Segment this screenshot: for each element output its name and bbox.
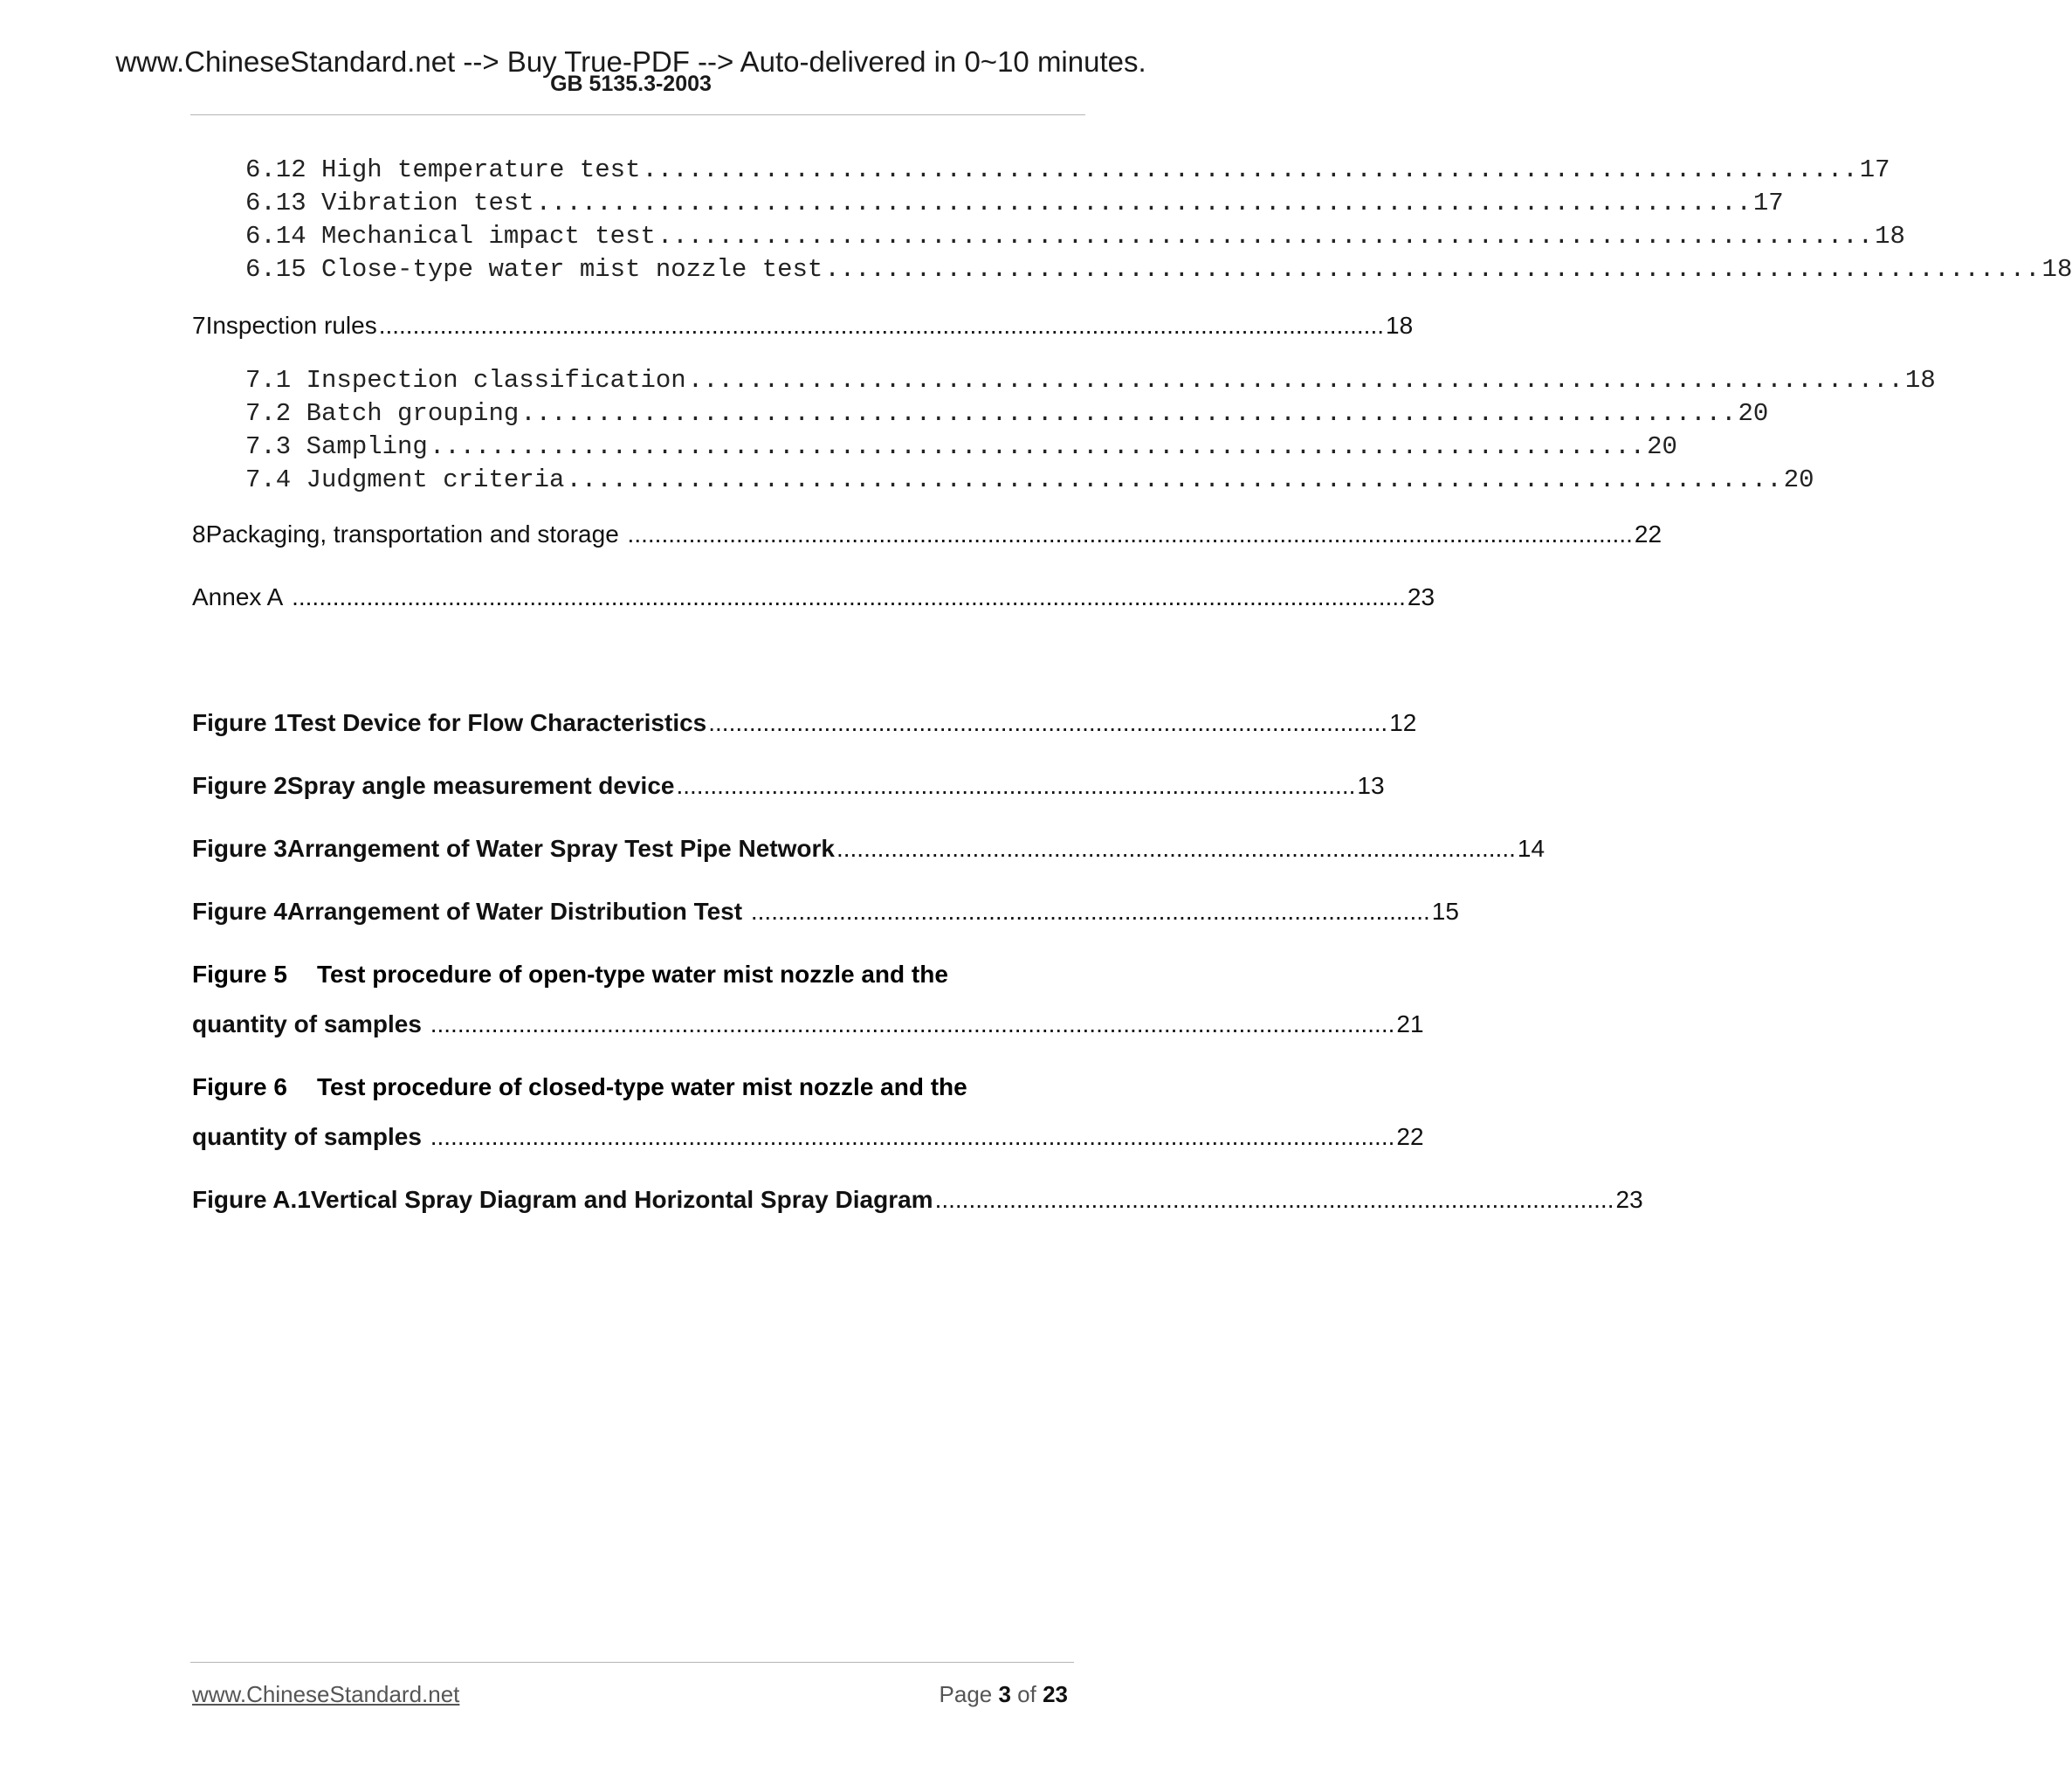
toc-entry-page: 17 bbox=[1859, 155, 1890, 184]
leader-dots: ................................................................................ bbox=[429, 432, 1646, 461]
toc-entry-page: 18 bbox=[1875, 222, 1905, 251]
toc-section-page: 18 bbox=[1386, 312, 1414, 339]
toc-annex-a[interactable] bbox=[192, 583, 1435, 611]
toc-entry-7-2[interactable] bbox=[245, 399, 1769, 428]
toc-entry-label: 7.3 Sampling bbox=[245, 432, 428, 461]
figure-title: Spray angle measurement device bbox=[286, 772, 675, 799]
toc-section-page: 22 bbox=[1634, 520, 1662, 548]
leader-dots: .................................................................................................... bbox=[708, 709, 1388, 736]
leader-dots: .................................................................................................................................................................... bbox=[285, 583, 1406, 610]
figure-number: Figure 1 bbox=[192, 709, 287, 736]
toc-entry-label: 7.1 Inspection classification bbox=[245, 366, 686, 395]
toc-entry-6-13[interactable] bbox=[245, 189, 1784, 217]
figure-title: Arrangement of Water Spray Test Pipe Network bbox=[286, 835, 835, 862]
figure-title: Vertical Spray Diagram and Horizontal Spray Diagram bbox=[310, 1186, 933, 1213]
figure-entry-4[interactable] bbox=[192, 898, 1459, 926]
figure-title: Test procedure of closed-type water mist nozzle and the bbox=[317, 1073, 967, 1100]
toc-entry-7-1[interactable] bbox=[245, 366, 1936, 395]
figure-page: 21 bbox=[1396, 1010, 1424, 1037]
figure-page: 14 bbox=[1517, 835, 1545, 862]
figure-page: 23 bbox=[1615, 1186, 1643, 1213]
toc-entry-page: 20 bbox=[1783, 465, 1814, 494]
figure-number: Figure 6 bbox=[192, 1073, 287, 1100]
site-banner[interactable]: www.ChineseStandard.net --> Buy True-PDF --> Auto-delivered in 0~10 minutes. bbox=[115, 45, 1146, 78]
leader-dots: ................................................................................ bbox=[824, 255, 2041, 284]
toc-annex-label: Annex A bbox=[192, 583, 284, 610]
header-divider bbox=[190, 114, 1085, 115]
figure-number: Figure 2 bbox=[192, 772, 287, 799]
figure-page: 12 bbox=[1389, 709, 1417, 736]
figure-number: Figure 5 bbox=[192, 961, 287, 988]
leader-dots: .................................................................................................... bbox=[744, 898, 1430, 925]
figure-number: Figure 4 bbox=[192, 898, 287, 925]
figure-entry-6-line1[interactable] bbox=[192, 1073, 967, 1101]
figure-title: Arrangement of Water Distribution Test bbox=[286, 898, 743, 925]
toc-entry-page: 18 bbox=[2041, 255, 2072, 284]
toc-entry-page: 20 bbox=[1647, 432, 1677, 461]
toc-entry-7-4[interactable] bbox=[245, 465, 1814, 494]
page-total: 23 bbox=[1043, 1681, 1068, 1707]
figure-entry-6-line2[interactable] bbox=[192, 1123, 1424, 1151]
leader-dots: .................................................................................................... bbox=[934, 1186, 1614, 1213]
leader-dots: .................................................................................................... bbox=[676, 772, 1356, 799]
figure-page: 22 bbox=[1396, 1123, 1424, 1150]
leader-dots: ................................................................................ bbox=[642, 155, 1858, 184]
toc-entry-label: 7.4 Judgment criteria bbox=[245, 465, 565, 494]
toc-entry-label: 6.13 Vibration test bbox=[245, 189, 534, 217]
footer-divider bbox=[190, 1662, 1074, 1663]
toc-entry-6-15[interactable] bbox=[245, 255, 2072, 284]
page-current: 3 bbox=[998, 1681, 1011, 1707]
leader-dots: .............................................................................................................................................. bbox=[423, 1123, 1395, 1150]
figure-title-continued: quantity of samples bbox=[192, 1123, 422, 1150]
figure-number: Figure A.1 bbox=[192, 1186, 311, 1213]
leader-dots: ................................................................................ bbox=[535, 189, 1752, 217]
toc-entry-6-12[interactable] bbox=[245, 155, 1890, 184]
toc-section-number: 7 bbox=[192, 312, 206, 339]
leader-dots: .................................................................................................... bbox=[836, 835, 1516, 862]
toc-entry-label: 6.12 High temperature test bbox=[245, 155, 641, 184]
document-code: GB 5135.3-2003 bbox=[550, 72, 712, 96]
figure-title: Test Device for Flow Characteristics bbox=[286, 709, 707, 736]
figure-title: Test procedure of open-type water mist nozzle and the bbox=[317, 961, 948, 988]
leader-dots: ................................................................................ bbox=[566, 465, 1782, 494]
leader-dots: ................................................................................ bbox=[687, 366, 1903, 395]
toc-entry-label: 7.2 Batch grouping bbox=[245, 399, 520, 428]
toc-annex-page: 23 bbox=[1407, 583, 1435, 610]
figure-entry-2[interactable] bbox=[192, 772, 1385, 800]
leader-dots: .............................................................................................................................................. bbox=[423, 1010, 1395, 1037]
figure-entry-1[interactable] bbox=[192, 709, 1417, 737]
figure-entry-a1[interactable] bbox=[192, 1186, 1643, 1214]
figure-entry-5-line2[interactable] bbox=[192, 1010, 1424, 1038]
toc-entry-page: 17 bbox=[1752, 189, 1784, 217]
leader-dots: ................................................................................ bbox=[520, 399, 1737, 428]
toc-entry-7-3[interactable] bbox=[245, 432, 1677, 461]
leader-dots: ................................................................................ bbox=[657, 222, 1874, 251]
toc-entry-label: 6.15 Close-type water mist nozzle test bbox=[245, 255, 823, 284]
figure-entry-5-line1[interactable] bbox=[192, 961, 948, 989]
page-prefix: Page bbox=[939, 1681, 999, 1707]
figure-entry-3[interactable] bbox=[192, 835, 1545, 863]
page-indicator bbox=[940, 1681, 1068, 1708]
leader-dots: .................................................................................................................................................... bbox=[378, 312, 1385, 339]
toc-entry-page: 20 bbox=[1738, 399, 1769, 428]
toc-entry-6-14[interactable] bbox=[245, 222, 1905, 251]
figure-page: 15 bbox=[1431, 898, 1459, 925]
leader-dots: .................................................................................................................................................... bbox=[620, 520, 1633, 548]
toc-section-7[interactable] bbox=[192, 312, 1414, 340]
toc-section-label: Packaging, transportation and storage bbox=[205, 520, 619, 548]
figure-page: 13 bbox=[1357, 772, 1385, 799]
toc-section-label: Inspection rules bbox=[205, 312, 377, 339]
toc-section-8[interactable] bbox=[192, 520, 1662, 548]
page-mid: of bbox=[1010, 1681, 1043, 1707]
toc-entry-label: 6.14 Mechanical impact test bbox=[245, 222, 656, 251]
figure-title-continued: quantity of samples bbox=[192, 1010, 422, 1037]
footer-site-link[interactable]: www.ChineseStandard.net bbox=[192, 1681, 460, 1707]
figure-number: Figure 3 bbox=[192, 835, 287, 862]
toc-entry-page: 18 bbox=[1904, 366, 1936, 395]
toc-section-number: 8 bbox=[192, 520, 206, 548]
